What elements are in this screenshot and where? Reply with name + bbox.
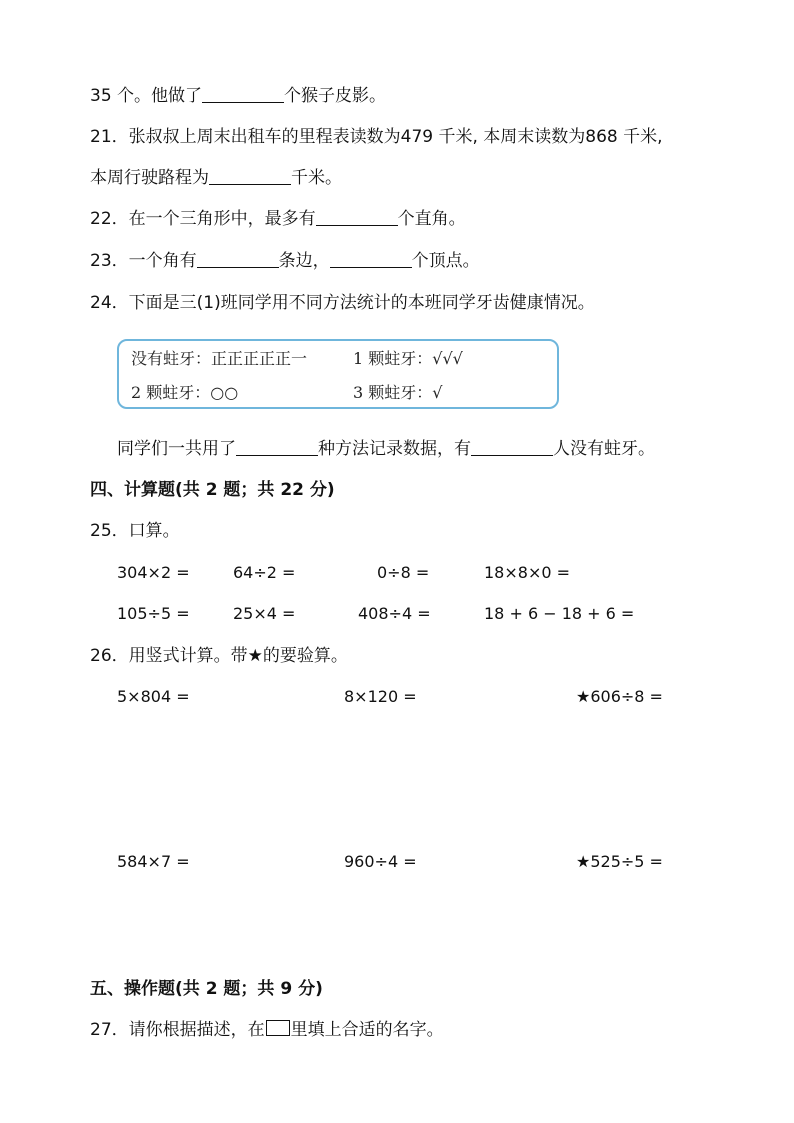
q22-answer-blank[interactable] bbox=[316, 207, 398, 226]
q27 bbox=[90, 1018, 444, 1042]
q27-answer-box[interactable] bbox=[266, 1020, 290, 1036]
q21-line1 bbox=[90, 125, 663, 149]
oral-item: 304×2 = bbox=[117, 563, 190, 582]
q23-text-c: 个顶点。 bbox=[411, 251, 480, 271]
q24-fill-text-c: 人没有蛀牙。 bbox=[553, 439, 655, 459]
q20-tail bbox=[90, 84, 386, 108]
q23-text-b: 条边， bbox=[278, 251, 330, 271]
q24-text: 24．下面是三(1)班同学用不同方法统计的本班同学牙齿健康情况。 bbox=[90, 293, 595, 313]
tally-two-cavity bbox=[131, 382, 238, 404]
q24-answer-blank-2[interactable] bbox=[471, 437, 553, 456]
q21-text-a: 21．张叔叔上周末出租车的里程表读数为479 千米, 本周末读数为868 千米, bbox=[90, 127, 663, 147]
tally-two-cavity-marks: ○○ bbox=[210, 383, 239, 402]
q26 bbox=[90, 644, 348, 668]
vertical-item: 584×7 = bbox=[117, 852, 190, 871]
tally-three-cavity-label: 3 颗蛀牙： bbox=[353, 383, 433, 402]
vertical-item: ★525÷5 = bbox=[576, 852, 663, 871]
q25 bbox=[90, 519, 180, 543]
q27-text-b: 里填上合适的名字。 bbox=[290, 1020, 444, 1040]
vertical-item: 8×120 = bbox=[344, 687, 417, 706]
section-4-heading bbox=[90, 478, 335, 502]
section-5-heading bbox=[90, 977, 323, 1001]
q23-answer-blank-1[interactable] bbox=[197, 249, 279, 268]
tally-no-cavity-marks: 正正正正正一 bbox=[211, 349, 308, 368]
q25-text: 25．口算。 bbox=[90, 521, 180, 541]
q22 bbox=[90, 207, 466, 231]
oral-item: 18 + 6 − 18 + 6 = bbox=[484, 604, 635, 623]
section-5-title: 五、操作题(共 2 题；共 9 分) bbox=[90, 979, 323, 999]
q20-text-b: 个猴子皮影。 bbox=[284, 86, 387, 106]
tally-one-cavity-marks: √√√ bbox=[432, 349, 463, 368]
q21-text-b: 本周行驶路程为 bbox=[90, 168, 209, 188]
q21-answer-blank[interactable] bbox=[209, 166, 291, 185]
q22-text-a: 22．在一个三角形中，最多有 bbox=[90, 209, 316, 229]
q24-answer-blank-1[interactable] bbox=[236, 437, 318, 456]
q20-answer-blank[interactable] bbox=[202, 84, 284, 103]
vertical-item: ★606÷8 = bbox=[576, 687, 663, 706]
q23-text-a: 23．一个角有 bbox=[90, 251, 197, 271]
q22-text-b: 个直角。 bbox=[397, 209, 466, 229]
vertical-item: 960÷4 = bbox=[344, 852, 417, 871]
q24-fill bbox=[117, 437, 655, 461]
oral-item: 105÷5 = bbox=[117, 604, 190, 623]
vertical-item: 5×804 = bbox=[117, 687, 190, 706]
q21-text-c: 千米。 bbox=[291, 168, 342, 188]
q20-text-a: 35 个。他做了 bbox=[90, 86, 203, 106]
q23-answer-blank-2[interactable] bbox=[330, 249, 412, 268]
oral-item: 0÷8 = bbox=[377, 563, 430, 582]
tally-one-cavity-label: 1 颗蛀牙： bbox=[353, 349, 433, 368]
tally-no-cavity bbox=[131, 348, 307, 370]
q23 bbox=[90, 249, 480, 273]
q21-line2 bbox=[90, 166, 342, 190]
oral-item: 25×4 = bbox=[233, 604, 296, 623]
oral-item: 408÷4 = bbox=[358, 604, 431, 623]
q24 bbox=[90, 291, 595, 315]
oral-item: 64÷2 = bbox=[233, 563, 296, 582]
tally-three-cavity-marks: √ bbox=[432, 383, 443, 402]
tally-one-cavity bbox=[353, 348, 463, 370]
section-4-title: 四、计算题(共 2 题；共 22 分) bbox=[90, 480, 335, 500]
tally-box bbox=[117, 339, 559, 409]
tally-no-cavity-label: 没有蛀牙： bbox=[131, 349, 212, 368]
q27-text-a: 27．请你根据描述，在 bbox=[90, 1020, 265, 1040]
tally-three-cavity bbox=[353, 382, 442, 404]
q24-fill-text-a: 同学们一共用了 bbox=[117, 439, 236, 459]
oral-item: 18×8×0 = bbox=[484, 563, 571, 582]
tally-two-cavity-label: 2 颗蛀牙： bbox=[131, 383, 211, 402]
q26-text: 26．用竖式计算。带★的要验算。 bbox=[90, 646, 348, 666]
q24-fill-text-b: 种方法记录数据，有 bbox=[318, 439, 471, 459]
